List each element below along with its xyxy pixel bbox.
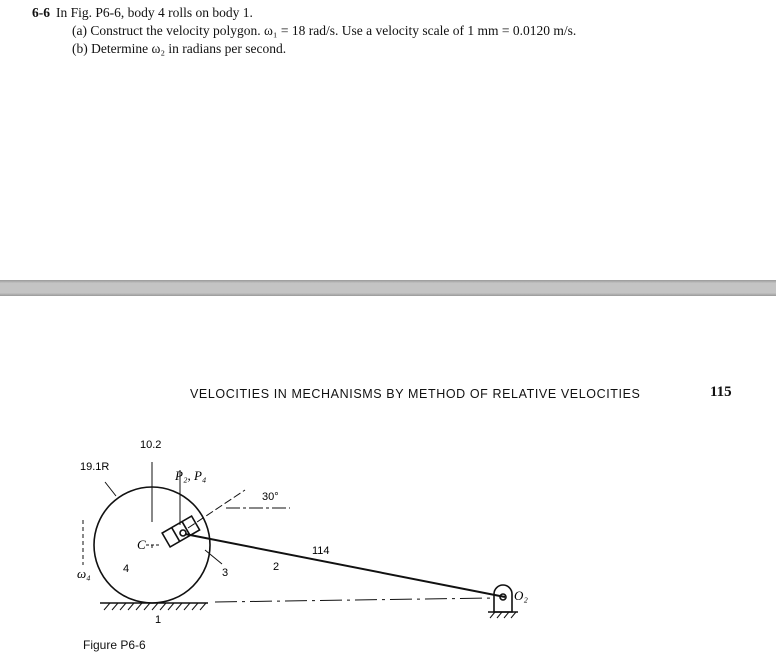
figure-caption: Figure P6-6	[83, 638, 146, 652]
label-10-2: 10.2	[140, 439, 162, 451]
page-header-title: VELOCITIES IN MECHANISMS BY METHOD OF RELATIVE VELOCITIES	[190, 387, 641, 401]
problem-statement: In Fig. P6-6, body 4 rolls on body 1.	[56, 5, 253, 20]
pivot-o2	[494, 585, 512, 612]
label-body2: 2	[273, 561, 280, 573]
problem-number: 6-6	[32, 5, 50, 20]
ground-hatch	[104, 603, 516, 618]
link-2	[185, 534, 505, 597]
radius-arrow	[105, 482, 116, 496]
label-body1: 1	[155, 614, 162, 626]
problem-part-b: (b) Determine ω₂ in radians per second.	[72, 41, 287, 56]
label-points: P₂, P₄	[175, 468, 207, 483]
label-length: 114	[312, 545, 330, 557]
label-body3: 3	[222, 567, 229, 579]
label-radius: 19.1R	[80, 461, 110, 473]
problem-part-a: (a) Construct the velocity polygon. ω₁ = 18 rad/s. Use a velocity scale of 1 mm = 0.0120 m/s.	[72, 23, 577, 38]
page-number: 115	[710, 384, 732, 400]
label-angle: 30°	[262, 491, 279, 503]
label-omega4: ω₄	[77, 566, 91, 581]
label-body4: 4	[123, 563, 130, 575]
label-center: C	[137, 537, 146, 552]
label-pivot: O₂	[514, 588, 528, 603]
centerline	[215, 598, 495, 602]
